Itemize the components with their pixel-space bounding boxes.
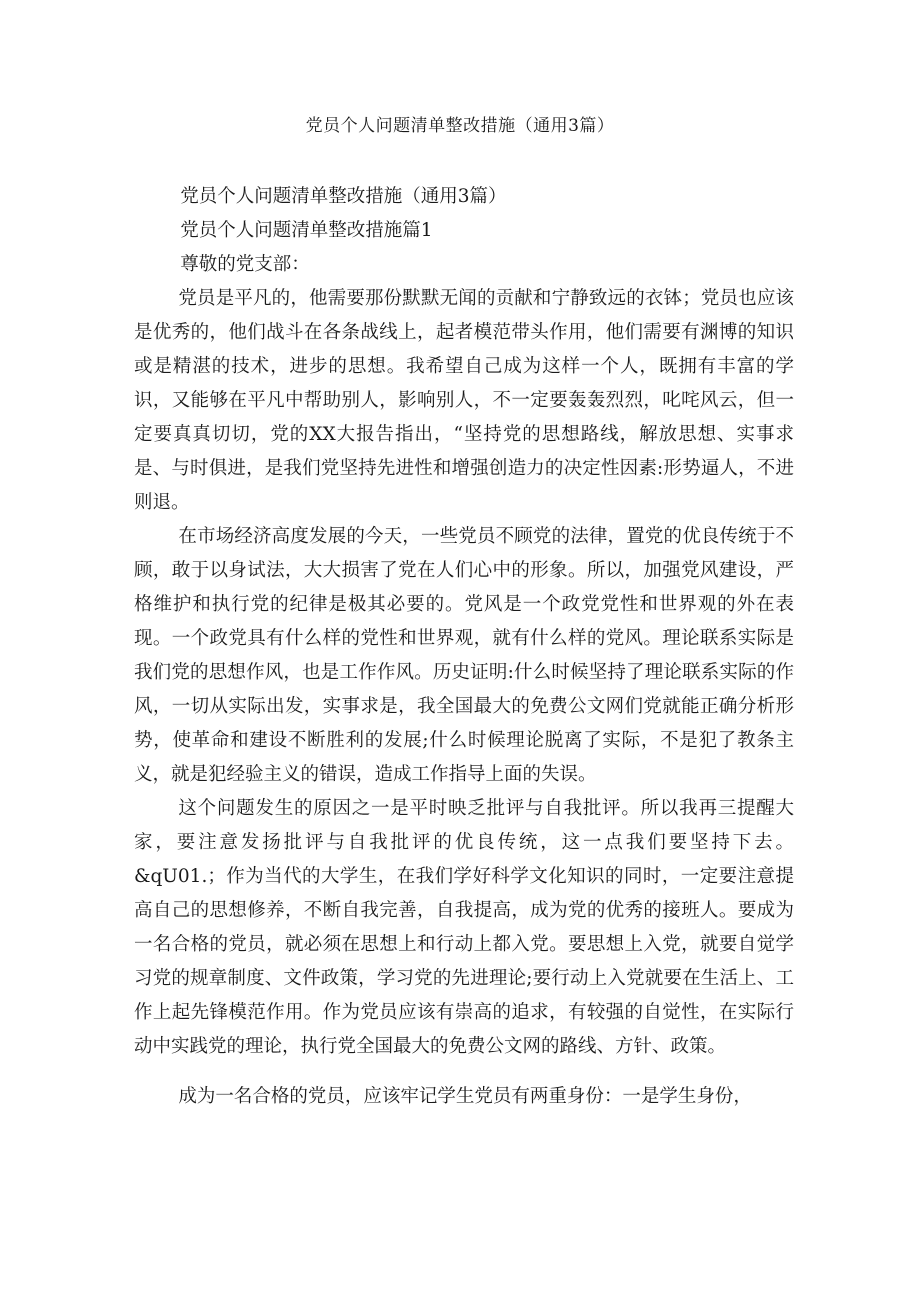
document-subtitle: 党员个人问题清单整改措施（通用3篇） [180,186,507,207]
section-heading: 党员个人问题清单整改措施篇1 [180,220,433,241]
document-body [134,180,794,1114]
paragraph-3: 这个问题发生的原因之一是平时映乏批评与自我批评。所以我再三提醒大家，要注意发扬批评与自我批评的优良传统，这一点我们要坚持下去。&qU01.；作为当代的大学生，在我们学好科学文化知识的同时，一定要注意提高自己的思想修养，不断自我完善，自我提高，成为党的优秀的接班人。要成为一名合格的党员，就必须在思想上和行动上都入党。要思想上入党，就要自觉学习党的规章制度、文件政策，学习党的先进理论;要行动上入党就要在生活上、工作上起先锋模范作用。作为党员应该有崇高的追求，有较强的自觉性，在实际行动中实践党的理论，执行党全国最大的免费公文网的路线、方针、政策。 [134,798,794,1057]
document-title: 党员个人问题清单整改措施（通用3篇） [305,116,615,136]
paragraph-1: 党员是平凡的，他需要那份默默无闻的贡献和宁静致远的衣钵；党员也应该是优秀的，他们战斗在各条战线上，起者模范带头作用，他们需要有渊博的知识或是精湛的技术，进步的思想。我希望自己成为这样一个人，既拥有丰富的学识，又能够在平凡中帮助别人，影响别人，不一定要轰轰烈烈，叱咤风云，但一定要真真切切，党的XX大报告指出，“坚持党的思想路线，解放思想、实事求是、与时俱进，是我们党坚持先进性和增强创造力的决定性因素:形势逼人，不进则退。 [134,288,794,513]
salutation: 尊敬的党支部： [180,254,310,275]
paragraph-2: 在市场经济高度发展的今天，一些党员不顾党的法律，置党的优良传统于不顾，敢于以身试法，大大损害了党在人们心中的形象。所以，加强党风建设，严格维护和执行党的纪律是极其必要的。党风是一个政党党性和世界观的外在表现。一个政党具有什么样的党性和世界观，就有什么样的党风。理论联系实际是我们党的思想作风，也是工作作风。历史证明:什么时候坚持了理论联系实际的作风，一切从实际出发，实事求是，我全国最大的免费公文网们党就能正确分析形势，使革命和建设不断胜利的发展;什么时候理论脱离了实际，不是犯了教条主义，就是犯经验主义的错误，造成工作指导上面的失误。 [134,526,794,785]
paragraph-4: 成为一名合格的党员，应该牢记学生党员有两重身份：一是学生身份， [178,1086,752,1107]
